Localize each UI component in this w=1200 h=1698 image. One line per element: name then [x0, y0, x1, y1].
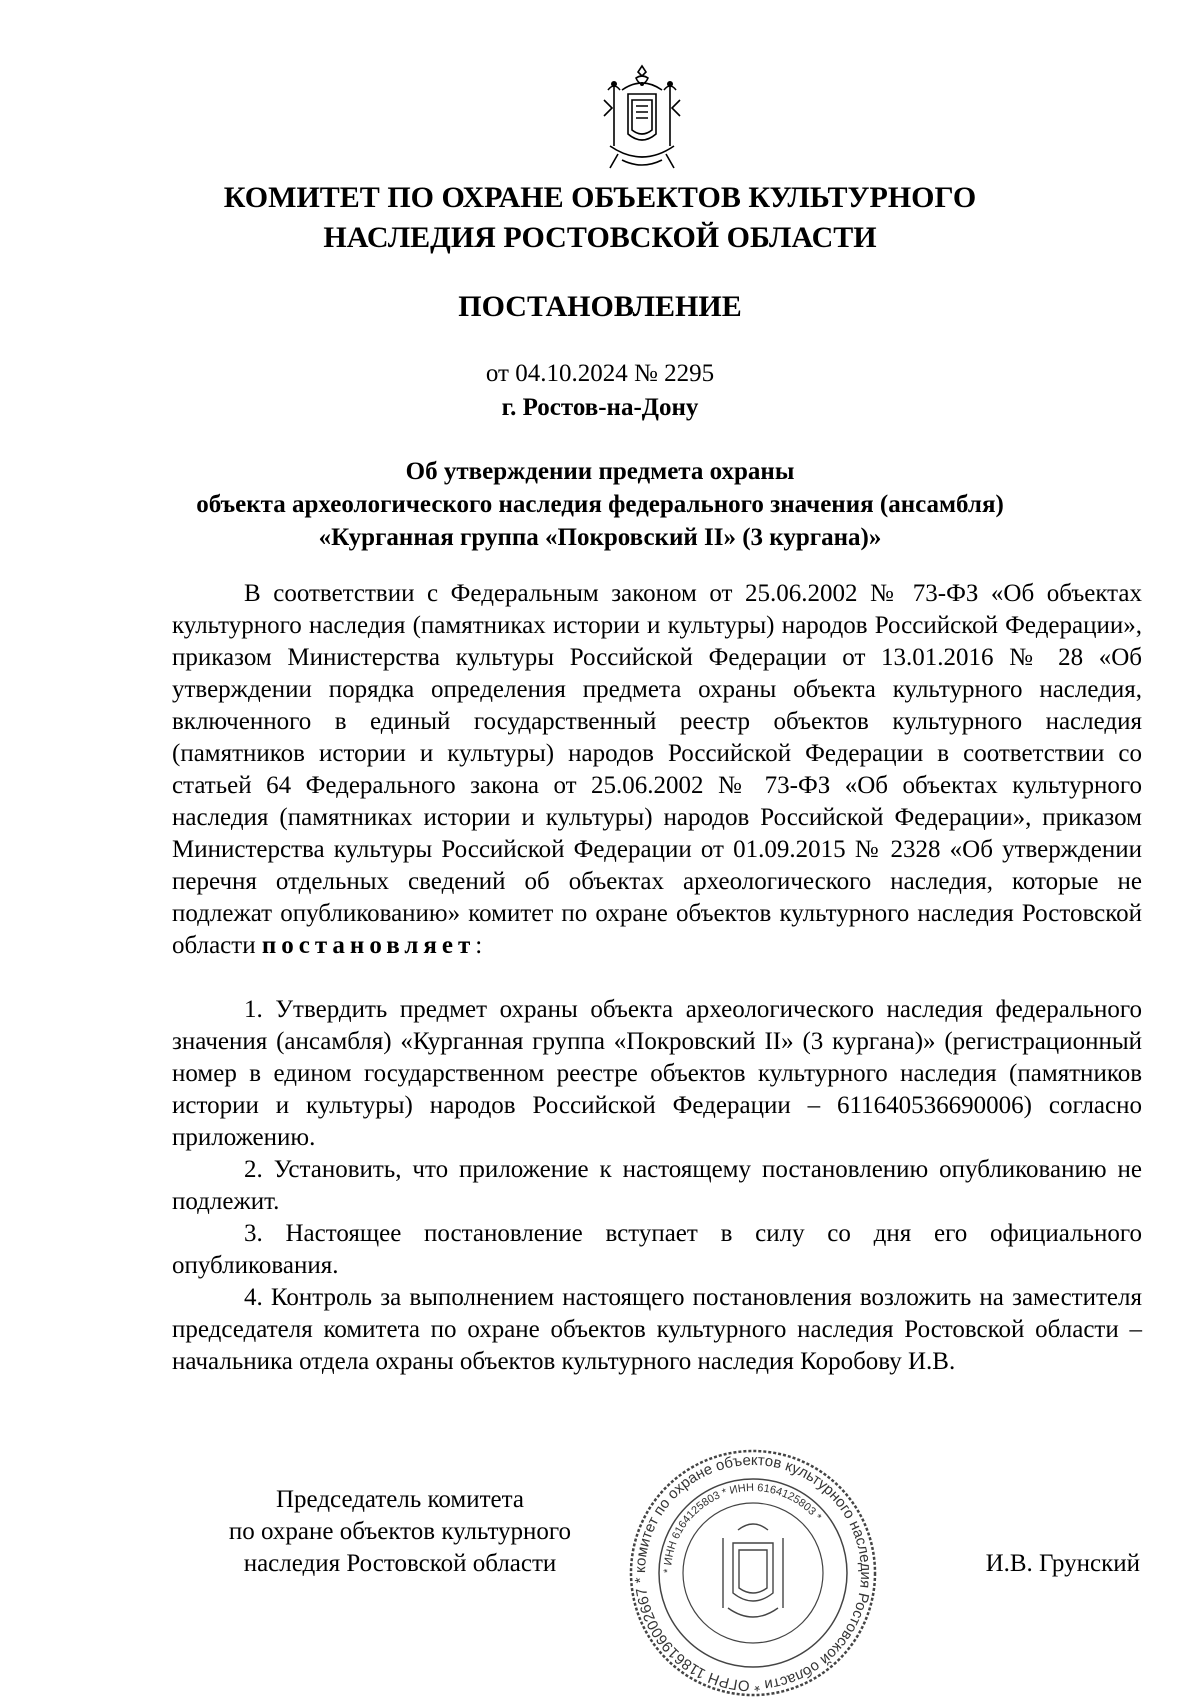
preamble-colon: : [475, 932, 483, 959]
preamble-paragraph [172, 578, 1142, 962]
signatory-title [190, 1484, 610, 1580]
official-stamp [618, 1448, 888, 1698]
list-item: 3. Настоящее постановление вступает в силу со дня его официального опубликования. [172, 1220, 1142, 1279]
decree-word: постановляет [261, 932, 476, 959]
org-line-1: КОМИТЕТ ПО ОХРАНЕ ОБЪЕКТОВ КУЛЬТУРНОГО [223, 181, 977, 214]
stamp-emblem-icon [723, 1524, 783, 1617]
signatory-title-line-2: по охране объектов культурного [228, 1518, 572, 1545]
signatory-title-line-1: Председатель комитета [276, 1486, 524, 1513]
document-body [172, 578, 1142, 1378]
list-item: 4. Контроль за выполнением настоящего постановления возложить на заместителя председателя комитета по охране объектов культурного наследия Ростовской области – начальника отдела охраны объектов культурного наследия Коробову И.В. [172, 1284, 1142, 1375]
document-subject [150, 455, 1050, 554]
document-type: ПОСТАНОВЛЕНИЕ [458, 290, 742, 323]
org-line-2: НАСЛЕДИЯ РОСТОВСКОЙ ОБЛАСТИ [323, 221, 877, 254]
stamp-inner-text: * ИНН 6164125803 * ИНН 6164125803 * [661, 1481, 824, 1574]
coat-of-arms-icon [592, 60, 692, 175]
list-item: 2. Установить, что приложение к настоящему постановлению опубликованию не подлежит. [172, 1156, 1142, 1215]
subject-line-1: Об утверждении предмета охраны [405, 458, 795, 485]
organization-name [150, 178, 1050, 258]
city: г. Ростов-на-Дону [501, 394, 699, 421]
signatory-title-line-3: наследия Ростовской области [243, 1550, 557, 1577]
svg-text:* ИНН 6164125803 * ИНН 6164125 [662, 1482, 824, 1573]
preamble-text: В соответствии с Федеральным законом от 25.06.2002 № 73-ФЗ «Об объектах культурного наследия (памятниках истории и культуры) народов Российской Федерации», приказом Министерства культуры Российской Федерации от 13.01.2016 № 28 «Об утверждении порядка определения предмета охраны объекта культурного наследия, включенного в единый государственный реестр объектов культурного наследия (памятников истории и культуры) народов Российской Федерации в соответствии со статьей 64 Федерального закона от 25.06.2002 № 73-ФЗ «Об объектах культурного наследия (памятниках истории и культуры) народов Российской Федерации», приказом Министерства культуры Российской Федерации от 01.09.2015 № 2328 «Об утверждении перечня отдельных сведений об объектах археологического наследия, которые не подлежат опубликованию» комитет по охране объектов культурного наследия Ростовской области [172, 580, 1142, 959]
stamp-ring-text: комитет по охране объектов культурного наследия Ростовской области * ОГРН 1186196002667 * [631, 1451, 875, 1695]
subject-line-2: объекта археологического наследия федерального значения (ансамбля) [196, 491, 1004, 518]
date-number: от 04.10.2024 № 2295 [485, 360, 715, 387]
list-item: 1. Утвердить предмет охраны объекта археологического наследия федерального значения (ансамбля) «Курганная группа «Покровский II» (3 кургана)» (регистрационный номер в едином государственном реестре объектов культурного наследия (памятников истории и культуры) народов Российской Федерации – 611640536690006) согласно приложению. [172, 996, 1142, 1151]
subject-line-3: «Курганная группа «Покровский II» (3 кургана)» [318, 524, 882, 551]
signatory-name: И.В. Грунский [985, 1550, 1140, 1577]
